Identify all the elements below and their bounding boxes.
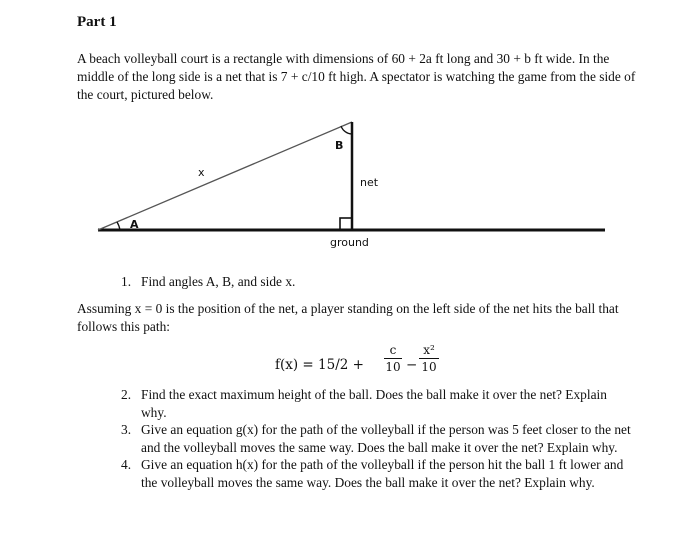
- label-net: net: [360, 176, 379, 189]
- question-3: 3. Give an equation g(x) for the path of the volleyball if the person was 5 feet closer to the net and the volleyball moves the same way. Does the ball make it over the net? Explain why.: [121, 422, 631, 455]
- label-x: x: [198, 166, 205, 179]
- question-list-2: [113, 386, 633, 491]
- part-title: Part 1: [77, 14, 117, 30]
- formula-frac-c: c 10: [385, 343, 401, 374]
- hypotenuse-line: [98, 122, 352, 230]
- problem-intro: A beach volleyball court is a rectangle with dimensions of 60 + 2a ft long and 30 + b ft wide. In the middle of the long side is a net that is 7 + c/10 ft high. A spectator is watching the game from the side of the court, pictured below.: [77, 51, 636, 102]
- formula-lhs: f(x) = 15/2 +: [275, 357, 364, 373]
- question-list-1: [113, 273, 633, 291]
- assumption-text: Assuming x = 0 is the position of the net, a player standing on the left side of the net hits the ball that follows this path:: [77, 301, 619, 334]
- triangle-diagram: [0, 118, 700, 258]
- question-number: 1.: [121, 274, 132, 289]
- question-1: [113, 273, 633, 291]
- formula-minus: −: [406, 357, 418, 373]
- label-angle-a: A: [130, 218, 139, 231]
- label-angle-b: B: [335, 139, 344, 152]
- label-ground: ground: [330, 236, 369, 249]
- angle-b-arc: [341, 126, 352, 134]
- formula-frac-x2: x² 10: [419, 343, 439, 374]
- right-angle-marker: [340, 218, 352, 230]
- question-text: Find angles A, B, and side x.: [141, 274, 296, 289]
- question-2: 2. Find the exact maximum height of the ball. Does the ball make it over the net? Explain why.: [121, 387, 607, 420]
- question-4: 4. Give an equation h(x) for the path of the volleyball if the person hit the ball 1 ft lower and the volleyball moves the same way. Does the ball make it over the net? Explain why.: [121, 457, 624, 490]
